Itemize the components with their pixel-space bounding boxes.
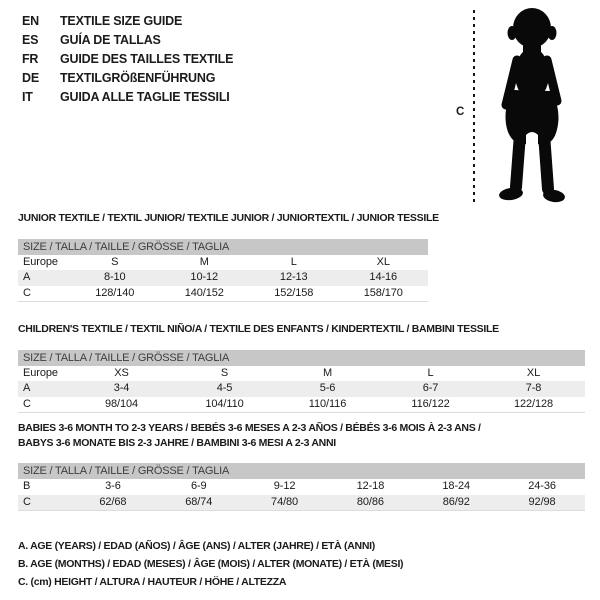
size-cell: XS (114, 366, 129, 379)
size-cell: 116/122 (411, 397, 450, 410)
language-row (22, 88, 233, 107)
baby-silhouette-icon (486, 6, 578, 206)
size-cell: 7-8 (525, 382, 542, 394)
size-cell: XL (376, 255, 390, 268)
row-label: C (23, 495, 31, 508)
size-cell: 8-10 (103, 271, 126, 283)
guide-title: GUÍA DE TALLAS (60, 33, 161, 47)
size-cell: 104/110 (205, 397, 244, 410)
table-row-c (18, 286, 428, 302)
size-header-bar: SIZE / TALLA / TAILLE / GRÖSSE / TAGLIA (18, 463, 585, 479)
language-code: IT (22, 90, 33, 104)
size-cell: L (290, 255, 297, 268)
language-code: ES (22, 33, 39, 47)
row-label: Europe (23, 366, 58, 379)
table-row-europe (18, 255, 428, 271)
language-row (22, 31, 233, 50)
guide-title: TEXTILE SIZE GUIDE (60, 14, 183, 28)
size-cell: S (220, 366, 229, 379)
footnotes (18, 537, 403, 591)
size-cell: L (427, 366, 434, 379)
footnote-line: C. (cm) HEIGHT / ALTURA / HAUTEUR / HÖHE / ALTEZZA (18, 576, 287, 588)
row-label: C (23, 286, 31, 299)
language-row (22, 50, 233, 69)
guide-title: TEXTILGRÖßENFÜHRUNG (60, 71, 216, 85)
row-label: A (23, 271, 31, 283)
size-cell: 68/74 (185, 495, 213, 508)
size-cell: 62/68 (99, 495, 127, 508)
size-cell: 12-18 (356, 480, 385, 492)
table-row-c (18, 495, 585, 511)
size-cell: 3-4 (113, 382, 130, 394)
table-row-a (18, 381, 585, 397)
language-row (22, 12, 233, 31)
table-body (18, 366, 585, 414)
footnote-line: A. AGE (YEARS) / EDAD (AÑOS) / ÂGE (ANS) / ALTER (JAHRE) / ETÀ (ANNI) (18, 540, 375, 552)
table-title: JUNIOR TEXTILE / TEXTIL JUNIOR/ TEXTILE JUNIOR / JUNIORTEXTIL / JUNIOR TESSILE (18, 212, 439, 224)
language-row (22, 69, 233, 88)
size-cell: 140/152 (184, 286, 224, 299)
table-body (18, 255, 428, 303)
guide-title: GUIDE DES TAILLES TEXTILE (60, 52, 234, 66)
size-cell: 6-7 (422, 382, 439, 394)
size-cell: 74/80 (271, 495, 299, 508)
language-code: FR (22, 52, 39, 66)
size-cell: M (322, 366, 333, 379)
size-cell: XL (526, 366, 541, 379)
language-title-list (22, 12, 233, 107)
size-cell: 3-6 (105, 480, 121, 492)
height-measure-dashed-line (473, 10, 475, 206)
size-table-section (18, 421, 585, 511)
size-cell: 152/158 (274, 286, 314, 299)
table-body (18, 479, 585, 511)
guide-title: GUIDA ALLE TAGLIE TESSILI (60, 90, 230, 104)
table-row-europe (18, 366, 585, 382)
table-row-b (18, 479, 585, 495)
size-header-bar: SIZE / TALLA / TAILLE / GRÖSSE / TAGLIA (18, 350, 585, 366)
size-cell: 158/170 (363, 286, 403, 299)
table-row-a (18, 270, 428, 286)
language-code: EN (22, 14, 39, 28)
size-cell: 12-13 (279, 271, 308, 283)
language-code: DE (22, 71, 39, 85)
size-table-section (18, 322, 585, 413)
table-title: CHILDREN'S TEXTILE / TEXTIL NIÑO/A / TEXTILE DES ENFANTS / KINDERTEXTIL / BAMBINI TESSILE (18, 323, 499, 335)
table-title: BABIES 3-6 MONTH TO 2-3 YEARS / BEBÉS 3-6 MESES A 2-3 AÑOS / BÉBÉS 3-6 MOIS À 2-3 ANS / (18, 422, 481, 434)
size-cell: 9-12 (273, 480, 296, 492)
size-cell: 14-16 (369, 271, 398, 283)
row-label: A (23, 382, 31, 394)
size-cell: 110/116 (308, 397, 347, 410)
size-cell: 18-24 (442, 480, 471, 492)
size-cell: 24-36 (528, 480, 556, 492)
size-cell: S (111, 255, 119, 268)
height-measure-label: C (456, 106, 465, 118)
size-cell: 5-6 (319, 382, 336, 394)
size-cell: 92/98 (528, 495, 556, 508)
row-label: B (23, 480, 31, 492)
size-cell: 122/128 (513, 397, 554, 410)
size-cell: 86/92 (442, 495, 470, 508)
size-cell: M (199, 255, 209, 268)
size-cell: 80/86 (356, 495, 384, 508)
size-cell: 128/140 (95, 286, 135, 299)
row-label: C (23, 397, 31, 410)
table-title-line2: BABYS 3-6 MONATE BIS 2-3 JAHRE / BAMBINI 3-6 MESI A 2-3 ANNI (18, 436, 336, 449)
row-label: Europe (23, 255, 58, 268)
size-cell: 6-9 (190, 480, 207, 492)
table-row-c (18, 397, 585, 413)
size-header-bar: SIZE / TALLA / TAILLE / GRÖSSE / TAGLIA (18, 239, 428, 255)
footnote-line: B. AGE (MONTHS) / EDAD (MESES) / ÂGE (MOIS) / ALTER (MONATE) / ETÀ (MESI) (18, 558, 404, 570)
size-cell: 10-12 (190, 271, 219, 283)
size-table-section (18, 211, 439, 302)
size-cell: 98/104 (104, 397, 139, 410)
size-cell: 4-5 (216, 382, 233, 394)
